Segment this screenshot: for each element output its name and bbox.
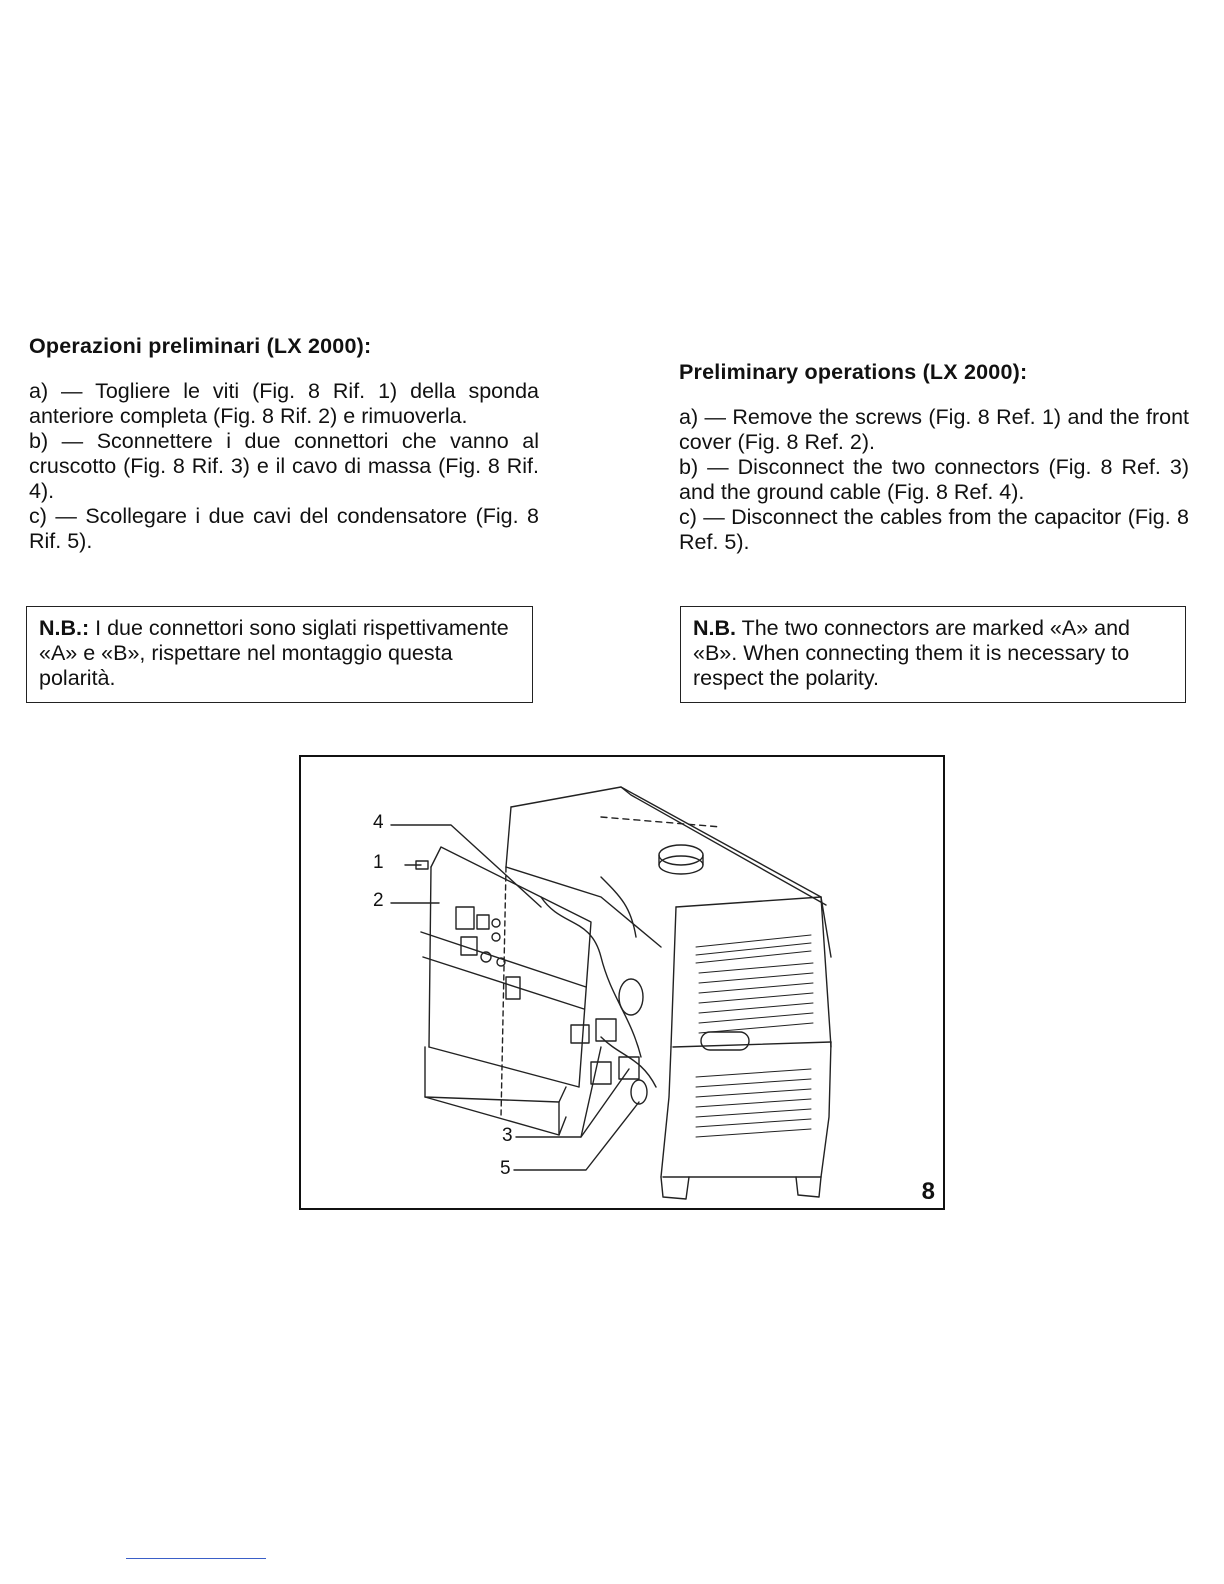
callout-1: 1 <box>373 852 384 873</box>
english-note-text: The two connectors are marked «A» and «B». When connecting them it is necessary to respect the polarity. <box>693 616 1130 690</box>
italian-steps <box>29 379 539 554</box>
italian-section <box>29 334 539 554</box>
italian-heading: Operazioni preliminari (LX 2000): <box>29 334 372 358</box>
english-note-label: N.B. <box>693 616 736 640</box>
callout-3: 3 <box>502 1125 513 1146</box>
italian-note-box <box>26 606 533 703</box>
callout-2: 2 <box>373 890 384 911</box>
english-step-b: b) — Disconnect the two connectors (Fig. 8 Ref. 3) and the ground cable (Fig. 8 Ref. 4). <box>679 455 1189 504</box>
english-step-a: a) — Remove the screws (Fig. 8 Ref. 1) and the front cover (Fig. 8 Ref. 2). <box>679 405 1189 454</box>
footer-rule <box>126 1558 266 1559</box>
figure-number: 8 <box>921 1178 935 1205</box>
english-section <box>679 360 1189 555</box>
english-note-box <box>680 606 1186 703</box>
english-step-c: c) — Disconnect the cables from the capacitor (Fig. 8 Ref. 5). <box>679 505 1189 554</box>
italian-step-a: a) — Togliere le viti (Fig. 8 Rif. 1) della sponda anteriore completa (Fig. 8 Rif. 2) e rimuoverla. <box>29 379 539 428</box>
english-heading: Preliminary operations (LX 2000): <box>679 360 1028 384</box>
italian-note-text: I due connettori sono siglati rispettivamente «A» e «B», rispettare nel montaggio questa polarità. <box>39 616 509 690</box>
italian-step-c: c) — Scollegare i due cavi del condensatore (Fig. 8 Rif. 5). <box>29 504 539 553</box>
italian-note-label: N.B.: <box>39 616 90 640</box>
italian-step-b: b) — Sconnettere i due connettori che vanno al cruscotto (Fig. 8 Rif. 3) e il cavo di massa (Fig. 8 Rif. 4). <box>29 429 539 503</box>
callout-5: 5 <box>500 1158 511 1179</box>
figure-8 <box>299 755 945 1210</box>
generator-illustration <box>301 757 942 1207</box>
english-steps <box>679 405 1189 555</box>
callout-4: 4 <box>373 812 384 833</box>
